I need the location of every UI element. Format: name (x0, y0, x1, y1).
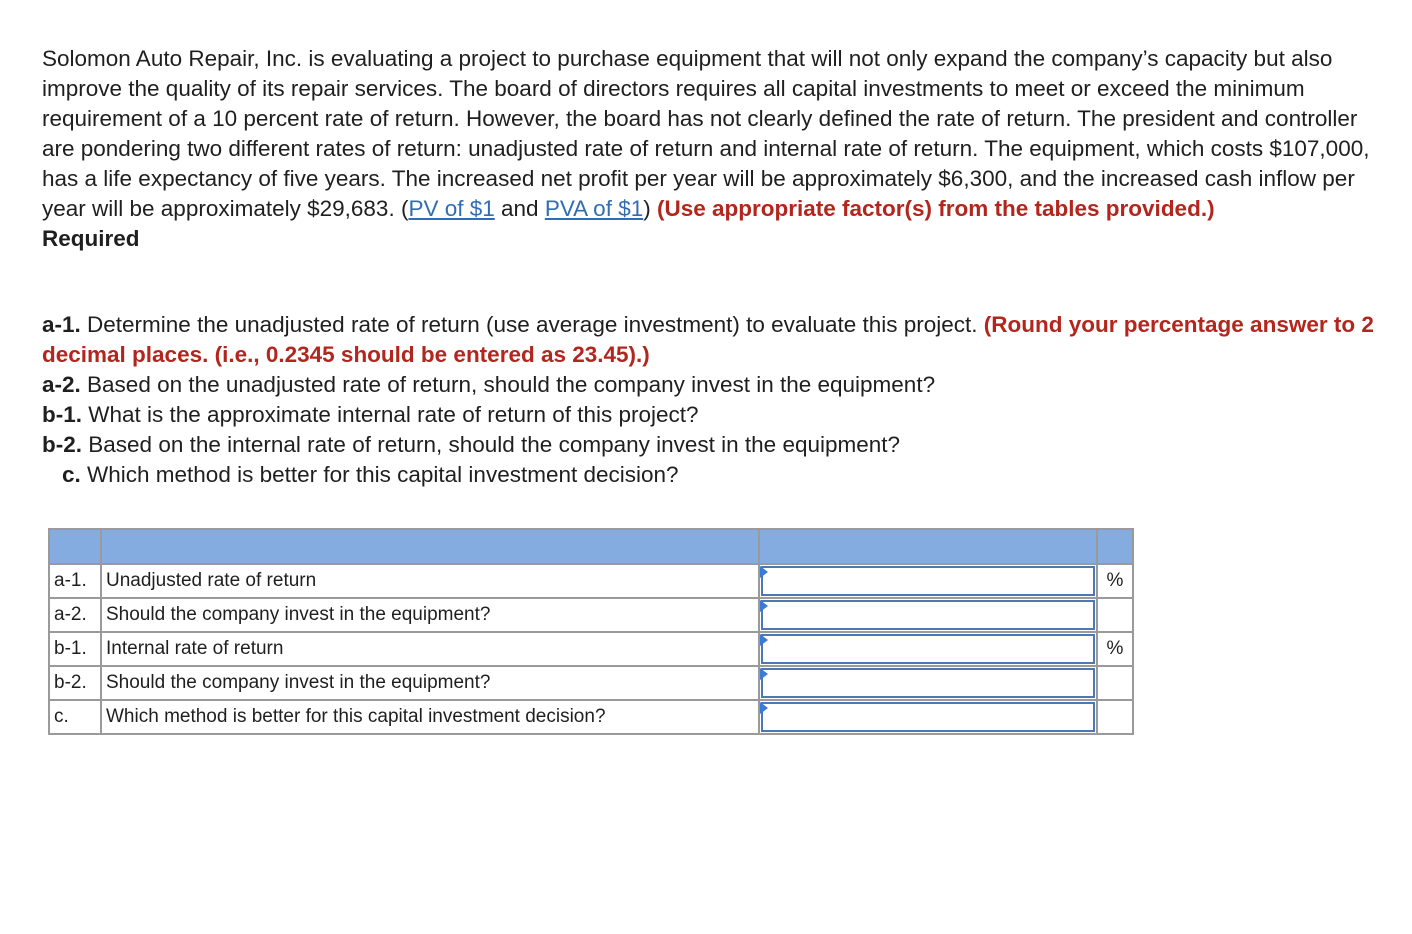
question-a1 (42, 310, 1392, 370)
header-cell (101, 529, 759, 564)
invest-decision-urr-select[interactable] (761, 600, 1095, 630)
answer-marker-icon (760, 600, 768, 612)
table-row-c (49, 700, 1133, 734)
answer-cell (759, 632, 1097, 666)
question-b1 (42, 400, 1392, 430)
table-row-a1 (49, 564, 1133, 598)
question-label: a-2. (42, 372, 81, 397)
row-id: b-1. (49, 632, 101, 666)
answer-cell (759, 700, 1097, 734)
question-b2 (42, 430, 1392, 460)
row-description: Should the company invest in the equipment? (101, 598, 759, 632)
better-method-select[interactable] (761, 702, 1095, 732)
pva-of-1-link[interactable]: PVA of $1 (544, 196, 644, 221)
problem-paragraph (42, 44, 1392, 224)
question-text: Determine the unadjusted rate of return (use average investment) to evaluate this project. (80, 312, 984, 337)
answer-marker-icon (760, 702, 768, 714)
question-label: b-1. (42, 402, 83, 427)
question-label: b-2. (42, 432, 83, 457)
question-text: What is the approximate internal rate of return of this project? (82, 402, 699, 427)
unit-cell (1097, 598, 1133, 632)
row-description: Should the company invest in the equipment? (101, 666, 759, 700)
question-list (42, 310, 1392, 490)
answer-marker-icon (760, 634, 768, 646)
irr-select[interactable] (761, 634, 1095, 664)
question-text: Which method is better for this capital investment decision? (80, 462, 679, 487)
row-description: Internal rate of return (101, 632, 759, 666)
answer-cell (759, 666, 1097, 700)
problem-text: Solomon Auto Repair, Inc. is evaluating a project to purchase equipment that will not only expand the company’s capacity but also improve the quality of its repair services. The board of directors requires all capital investments to meet or exceed the minimum requirement of a 10 percent rate of return. However, the board has not clearly defined the rate of return. The president and controller are pondering two different rates of return: unadjusted rate of return and internal rate of return. The equipment, which costs $107,000, has a life expectancy of five years. The increased net profit per year will be approximately $6,300, and the increased cash inflow per year will be approximately $29,683. ( (42, 46, 1370, 221)
unit-percent: % (1097, 632, 1133, 666)
question-a2 (42, 370, 1392, 400)
row-id: a-1. (49, 564, 101, 598)
answer-cell (759, 598, 1097, 632)
pv-of-1-link[interactable]: PV of $1 (408, 196, 495, 221)
row-id: b-2. (49, 666, 101, 700)
question-c (42, 460, 1392, 490)
answer-cell (759, 564, 1097, 598)
unit-cell (1097, 700, 1133, 734)
and-text: and (494, 196, 545, 221)
header-cell (49, 529, 101, 564)
table-row-b2 (49, 666, 1133, 700)
header-cell (1097, 529, 1133, 564)
table-row-b1 (49, 632, 1133, 666)
question-label: c. (62, 462, 81, 487)
question-text: Based on the internal rate of return, should the company invest in the equipment? (82, 432, 901, 457)
table-row-a2 (49, 598, 1133, 632)
factor-instruction: (Use appropriate factor(s) from the tables provided.) (656, 196, 1215, 221)
row-description: Which method is better for this capital investment decision? (101, 700, 759, 734)
problem-statement (42, 44, 1392, 254)
invest-decision-irr-select[interactable] (761, 668, 1095, 698)
rounding-note: (Round your percentage answer to 2 decimal places. (i.e., 0.2345 should be entered as 23.45).) (42, 312, 1374, 367)
row-id: a-2. (49, 598, 101, 632)
question-text: Based on the unadjusted rate of return, should the company invest in the equipment? (80, 372, 936, 397)
unadjusted-rate-input[interactable] (761, 566, 1095, 596)
row-id: c. (49, 700, 101, 734)
table-header-row (49, 529, 1133, 564)
required-heading: Required (42, 226, 140, 251)
answer-marker-icon (760, 566, 768, 578)
unit-percent: % (1097, 564, 1133, 598)
question-label: a-1. (42, 312, 81, 337)
row-description: Unadjusted rate of return (101, 564, 759, 598)
answer-marker-icon (760, 668, 768, 680)
close-paren-text: ) (643, 196, 657, 221)
header-cell (759, 529, 1097, 564)
unit-cell (1097, 666, 1133, 700)
answer-table (48, 528, 1134, 735)
